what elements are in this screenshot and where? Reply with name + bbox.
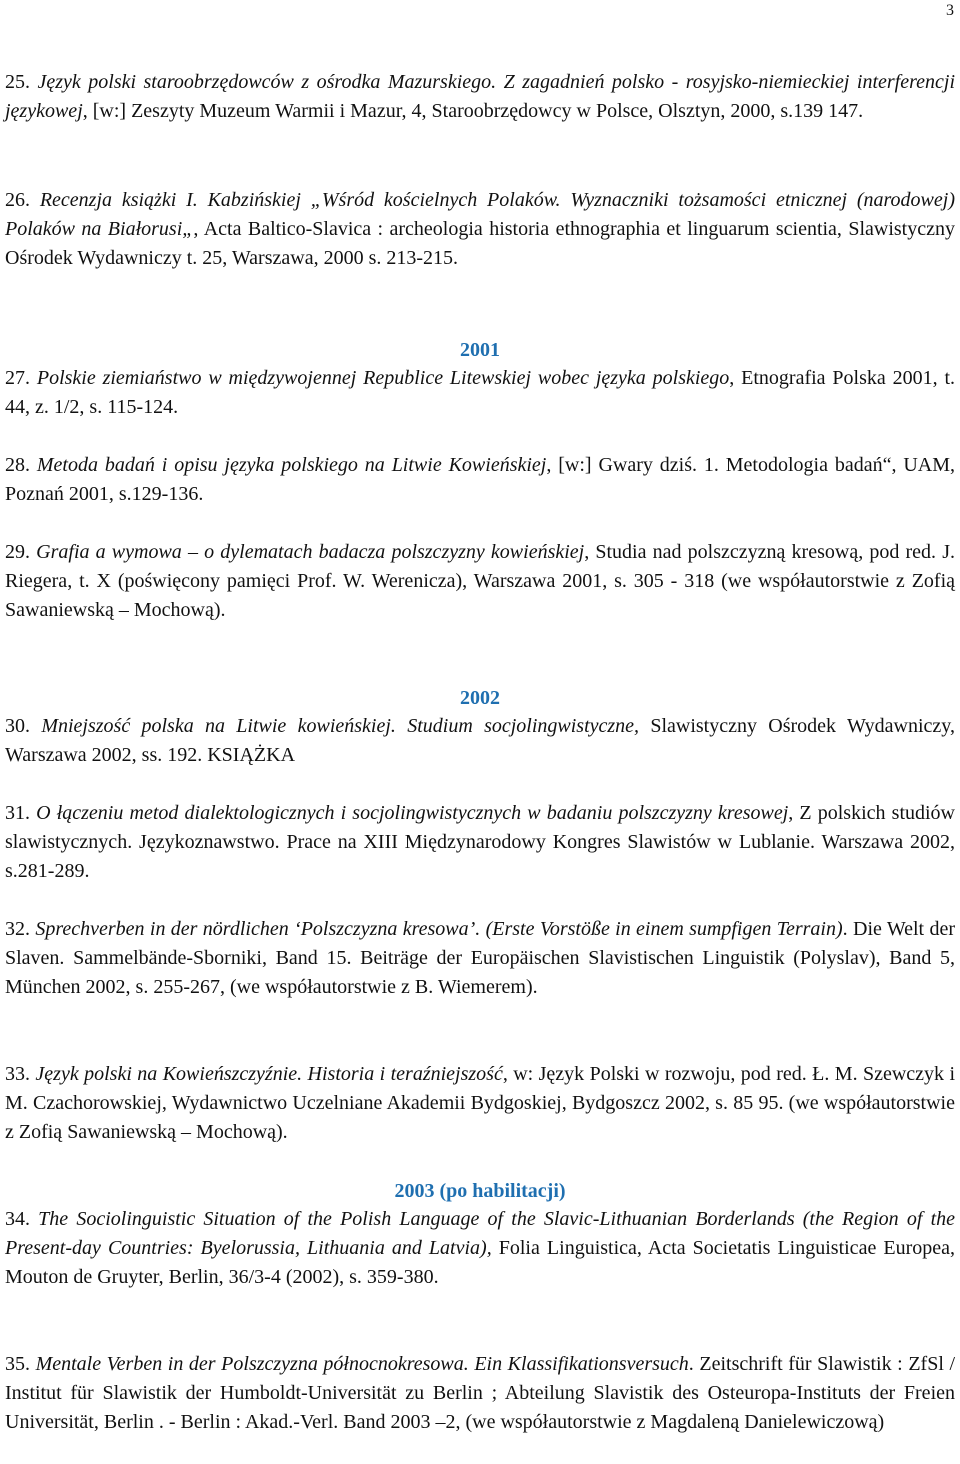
entry-number: 29.	[5, 541, 37, 563]
entry-publication: , Z polskich studiów slawistycznych. Językoznawstwo. Prace na XIII Międzynarodowy Kongres Slawistów w Lublanie. Warszawa 2002, s.281-289.	[5, 802, 955, 882]
entry-title: Mentale Verben in der Polszczyzna północnokresowa. Ein Klassifikationsversuch	[35, 1353, 689, 1375]
entry-publication: . Zeitschrift für Slawistik : ZfSl / Institut für Slawistik der Humboldt-Universität zu Berlin ; Abteilung Slavistik des Osteuropa-Instituts der Freien Universität, Berlin . - Berlin : Akad.-Verl. Band 2003 –2, (we współautorstwie z Magdaleną Danielewiczową)	[5, 1353, 956, 1433]
year-heading-2003: 2003 (po habilitacji)	[394, 1180, 566, 1202]
bibliography-entry-32	[5, 915, 955, 1002]
entry-publication: , Acta Baltico-Slavica : archeologia historia ethnographia et linguarum scientia, Slawistyczny Ośrodek Wydawniczy t. 25, Warszawa, 2000 s. 213-215.	[5, 218, 955, 269]
entry-publication: , [w:] Zeszyty Muzeum Warmii i Mazur, 4, Staroobrzędowcy w Polsce, Olsztyn, 2000, s.139 147.	[82, 100, 864, 122]
entry-title: Sprechverben in der nördlichen ‘Polszczyzna kresowa’. (Erste Vorstöße in einem sumpfigen Terrain)	[35, 918, 843, 940]
entry-number: 30.	[5, 715, 42, 737]
entry-title: Z zagadnień polsko - rosyjsko-niemieckiej interferencji językowej	[5, 71, 955, 122]
entry-title: Język polski staroobrzędowców z ośrodka Mazurskiego.	[37, 71, 504, 93]
entry-publication: , Etnografia Polska 2001, t. 44, z. 1/2, s. 115-124.	[5, 367, 955, 418]
entry-publication: Slawistyczny Ośrodek Wydawniczy, Warszawa 2002, ss. 192. KSIĄŻKA	[5, 715, 956, 766]
entry-publication: , w: Język Polski w rozwoju, pod red. Ł. M. Szewczyk i M. Czachorowskiej, Wydawnictwo Uczelniane Akademii Bydgoskiej, Bydgoszcz 2002, s. 85 95. (we współautorstwie z Zofią Sawaniewską – Mochową).	[5, 1063, 956, 1143]
bibliography-entry-26	[5, 186, 955, 273]
entry-title: Język polski na Kowieńszczyźnie. Historia i teraźniejszość	[35, 1063, 503, 1085]
entry-publication: . Die Welt der Slaven. Sammelbände-Sborniki, Band 15. Beiträge der Europäischen Slavistischen Linguistik (Polyslav), Band 5, München 2002, s. 255-267, (we współautorstwie z B. Wiemerem).	[5, 918, 955, 998]
entry-number: 25.	[5, 71, 38, 93]
entry-number: 31.	[5, 802, 37, 824]
entry-publication: , Studia nad polszczyzną kresową, pod red. J. Riegera, t. X (poświęcony pamięci Prof. W. Werenicza), Warszawa 2001, s. 305 - 318 (we współautorstwie z Zofią Sawaniewską – Mochową).	[5, 541, 955, 621]
entry-number: 26.	[5, 189, 40, 211]
entry-number: 28.	[5, 454, 37, 476]
entry-number: 27.	[5, 367, 37, 389]
bibliography-entry-33	[5, 1060, 955, 1147]
entry-title: O łączeniu metod dialektologicznych i socjolingwistycznych w badaniu polszczyzny kresowej	[36, 802, 789, 824]
entry-title: The Sociolinguistic Situation of the Polish Language of the Slavic-Lithuanian Borderlands (the Region of the Present-day Countries: Byelorussia, Lithuania and Latvia),	[5, 1208, 956, 1259]
year-heading-2001: 2001	[460, 339, 500, 361]
bibliography-entry-27	[5, 364, 955, 422]
entry-number: 33.	[5, 1063, 36, 1085]
page-number: 3	[946, 2, 954, 19]
entry-publication: Folia Linguistica, Acta Societatis Linguisticae Europea, Mouton de Gruyter, Berlin, 36/3-4 (2002), s. 359-380.	[5, 1237, 955, 1288]
entry-number: 32.	[5, 918, 36, 940]
entry-publication: , [w:] Gwary dziś. 1. Metodologia badań“, UAM, Poznań 2001, s.129-136.	[5, 454, 956, 505]
bibliography-entry-29	[5, 538, 955, 625]
entry-title: Metoda badań i opisu języka polskiego na Litwie Kowieńskiej	[36, 454, 547, 476]
entry-title: Polskie ziemiaństwo w międzywojennej Republice Litewskiej wobec języka polskiego	[36, 367, 730, 389]
bibliography-entry-30	[5, 712, 955, 770]
bibliography-entry-28	[5, 451, 955, 509]
entry-number: 34.	[5, 1208, 39, 1230]
entry-title: Mniejszość polska na Litwie kowieńskiej. Studium socjolingwistyczne,	[41, 715, 640, 737]
bibliography-entry-31	[5, 799, 955, 886]
entry-number: 35.	[5, 1353, 36, 1375]
bibliography-entry-35	[5, 1350, 955, 1437]
bibliography-entry-25	[5, 68, 955, 126]
entry-title: Grafia a wymowa – o dylematach badacza polszczyzny kowieńskiej	[36, 541, 585, 563]
year-heading-2002: 2002	[460, 687, 500, 709]
bibliography-entry-34	[5, 1205, 955, 1292]
entry-title: Recenzja książki I. Kabzińskiej „Wśród kościelnych Polaków. Wyznaczniki tożsamości etnicznej (narodowej) Polaków na Białorusi„	[5, 189, 955, 240]
